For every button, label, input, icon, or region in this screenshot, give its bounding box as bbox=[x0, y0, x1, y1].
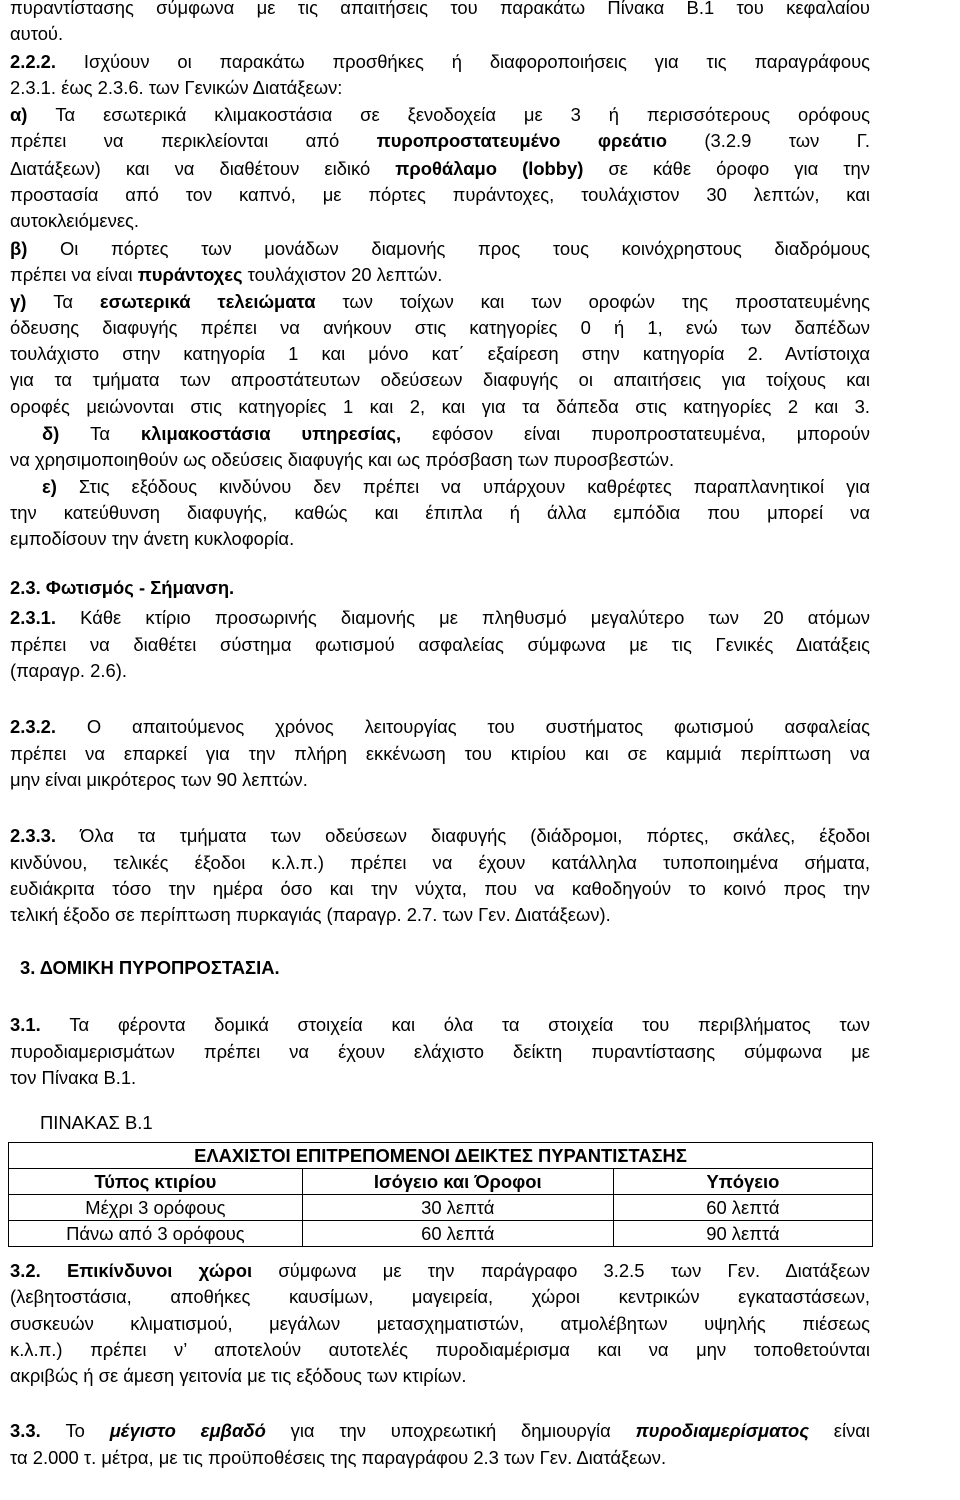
text-line bbox=[10, 605, 870, 631]
text-segment: τουλάχιστο στην κατηγορία 1 και μόνο κατ΄ εξαίρεση στην κατηγορία 2. Αντίστοιχα bbox=[10, 343, 870, 364]
text-segment: σε κάθε όροφο για την bbox=[583, 158, 870, 179]
text-segment: την κατεύθυνση διαφυγής, καθώς και έπιπλα ή άλλα εμπόδια που μπορεί να bbox=[10, 502, 870, 523]
text-line bbox=[10, 262, 870, 288]
table-cell: 30 λεπτά bbox=[302, 1195, 613, 1221]
text-segment: για την υποχρεωτική δημιουργία bbox=[265, 1420, 636, 1441]
text-line bbox=[10, 632, 870, 658]
text-segment: 2.3.1. bbox=[10, 607, 81, 628]
text-segment: ακριβώς ή σε άμεση γειτονία με τις εξόδους των κτιρίων. bbox=[10, 1365, 467, 1386]
table-header: Ισόγειο και Όροφοι bbox=[302, 1169, 613, 1195]
text-segment: 3.3. bbox=[10, 1420, 66, 1441]
text-segment: Επικίνδυνοι χώροι bbox=[66, 1260, 253, 1281]
text-line bbox=[10, 823, 870, 849]
text-line bbox=[10, 447, 870, 473]
text-line bbox=[10, 21, 870, 47]
text-segment: όδευσης διαφυγής πρέπει να ανήκουν στις κατηγορίες 0 ή 1, ενώ των δαπέδων bbox=[10, 317, 870, 338]
text-segment: α) bbox=[10, 104, 56, 125]
text-segment: σύμφωνα με την παράγραφο 3.2.5 των Γεν. Διατάξεων bbox=[252, 1260, 870, 1281]
text-line bbox=[10, 876, 870, 902]
text-segment: μέγιστο εμβαδό bbox=[109, 1420, 266, 1441]
table-header: Τύπος κτιρίου bbox=[9, 1169, 303, 1195]
text-segment: ευδιάκριτα τόσο την ημέρα όσο και την νύχτα, που να καθοδηγούν το κοινό προς την bbox=[10, 878, 870, 899]
text-line bbox=[10, 526, 870, 552]
text-segment: Τα bbox=[53, 291, 100, 312]
text-line bbox=[10, 0, 870, 21]
text-segment: Διατάξεων) και να διαθέτουν ειδικό bbox=[10, 158, 396, 179]
text-segment: των τοίχων και των οροφών της προστατευμένης bbox=[315, 291, 870, 312]
text-segment: 3. ΔΟΜΙΚΗ ΠΥΡΟΠΡΟΣΤΑΣΙΑ. bbox=[20, 957, 280, 978]
text-segment: πυραντίστασης σύμφωνα με τις απαιτήσεις του παρακάτω Πίνακα Β.1 του κεφαλαίου bbox=[10, 0, 870, 18]
text-line bbox=[10, 236, 870, 262]
text-line bbox=[10, 75, 870, 101]
text-segment: εφόσον είναι πυροπροστατευμένα, μπορούν bbox=[401, 423, 870, 444]
text-segment: προστασία από τον καπνό, με πόρτες πυράντοχες, τουλάχιστον 30 λεπτών, και bbox=[10, 184, 870, 205]
text-segment: Το bbox=[65, 1420, 110, 1441]
fire-resistance-table bbox=[8, 1142, 873, 1247]
text-segment: πρέπει να επαρκεί για την πλήρη εκκένωση του κτιρίου και σε καμμιά περίπτωση να bbox=[10, 743, 870, 764]
text-line bbox=[10, 714, 870, 740]
text-segment: οροφές μειώνονται στις κατηγορίες 1 και 2, και για τα δάπεδα στις κατηγορίες 2 και 3. bbox=[10, 396, 870, 417]
table-cell: 60 λεπτά bbox=[302, 1221, 613, 1247]
text-segment: κινδύνου, τελικές έξοδοι κ.λ.π.) πρέπει να έχουν κατάλληλα τυποποιημένα σήματα, bbox=[10, 852, 870, 873]
text-segment: πυροδιαμερισμάτων πρέπει να έχουν ελάχιστο δείκτη πυραντίστασης σύμφωνα με bbox=[10, 1041, 870, 1062]
text-line bbox=[42, 474, 870, 500]
table-row bbox=[9, 1195, 873, 1221]
text-segment: 2.3.3. bbox=[10, 825, 81, 846]
text-segment: Ισχύουν οι παρακάτω προσθήκες ή διαφοροποιήσεις για τις παραγράφους bbox=[83, 51, 870, 72]
text-line bbox=[10, 1445, 870, 1471]
text-segment: Τα φέροντα δομικά στοιχεία και όλα τα στοιχεία του περιβλήματος των bbox=[69, 1014, 870, 1035]
text-line bbox=[10, 1311, 870, 1337]
text-segment: εμποδίσουν την άνετη κυκλοφορία. bbox=[10, 528, 295, 549]
text-line bbox=[10, 1039, 870, 1065]
text-segment: γ) bbox=[10, 291, 54, 312]
text-line bbox=[10, 1363, 870, 1389]
text-line bbox=[10, 156, 870, 182]
text-segment: Τα εσωτερικά κλιμακοστάσια σε ξενοδοχεία με 3 ή περισσότερους ορόφους bbox=[55, 104, 870, 125]
text-segment: (παραγρ. 2.6). bbox=[10, 660, 127, 681]
text-line bbox=[10, 1258, 870, 1284]
text-line bbox=[10, 394, 870, 420]
table-cell: 90 λεπτά bbox=[613, 1221, 872, 1247]
text-line bbox=[10, 128, 870, 154]
text-segment: κ.λ.π.) πρέπει ν’ αποτελούν αυτοτελές πυροδιαμέρισμα και να μην τοποθετούνται bbox=[10, 1339, 870, 1360]
text-line bbox=[10, 102, 870, 128]
text-segment: εσωτερικά τελειώματα bbox=[99, 291, 316, 312]
text-segment: 3.1. bbox=[10, 1014, 70, 1035]
text-segment: για τα τμήματα των απροστάτευτων οδεύσεων διαφυγής οι απαιτήσεις για τοίχους και bbox=[10, 369, 870, 390]
text-segment: να χρησιμοποιηθούν ως οδεύσεις διαφυγής και ως πρόσβαση των πυροσβεστών. bbox=[10, 449, 675, 470]
text-segment: Τα bbox=[90, 423, 141, 444]
text-line bbox=[10, 500, 870, 526]
text-segment: αυτού. bbox=[10, 23, 64, 44]
text-segment: (λεβητοστάσια, αποθήκες καυσίμων, μαγειρεία, χώροι κεντρικών εγκαταστάσεων, bbox=[10, 1286, 870, 1307]
text-segment: πρέπει να περικλείονται από bbox=[10, 130, 377, 151]
text-line bbox=[10, 1284, 870, 1310]
text-segment: πρέπει να διαθέτει σύστημα φωτισμού ασφαλείας σύμφωνα με τις Γενικές Διατάξεις bbox=[10, 634, 870, 655]
text-line bbox=[10, 49, 870, 75]
text-segment: τουλάχιστον 20 λεπτών. bbox=[242, 264, 443, 285]
text-segment: τον Πίνακα Β.1. bbox=[10, 1067, 137, 1088]
text-segment: πρέπει να είναι bbox=[10, 264, 138, 285]
section-heading bbox=[10, 575, 870, 601]
text-segment: τελική έξοδο σε περίπτωση πυρκαγιάς (παραγρ. 2.7. των Γεν. Διατάξεων). bbox=[10, 904, 611, 925]
text-segment: προθάλαμο (lobby) bbox=[395, 158, 584, 179]
text-segment: κλιμακοστάσια υπηρεσίας, bbox=[140, 423, 402, 444]
table-header: Υπόγειο bbox=[613, 1169, 872, 1195]
text-segment: (3.2.9 των Γ. bbox=[666, 130, 870, 151]
text-line bbox=[10, 1065, 870, 1091]
section-heading bbox=[20, 955, 880, 981]
text-line bbox=[10, 1337, 870, 1363]
text-line bbox=[10, 182, 870, 208]
text-segment: 2.3.2. bbox=[10, 716, 87, 737]
text-segment: Κάθε κτίριο προσωρινής διαμονής με πληθυσμό μεγαλύτερο των 20 ατόμων bbox=[80, 607, 871, 628]
text-segment: ε) bbox=[42, 476, 79, 497]
text-segment: τα 2.000 τ. μέτρα, με τις προϋποθέσεις της παραγράφου 2.3 των Γεν. Διατάξεων. bbox=[10, 1447, 667, 1468]
text-line bbox=[10, 658, 870, 684]
text-line bbox=[10, 1012, 870, 1038]
text-line bbox=[10, 902, 870, 928]
text-segment: 2.2.2. bbox=[10, 51, 84, 72]
text-segment: είναι bbox=[809, 1420, 870, 1441]
text-line bbox=[10, 741, 870, 767]
text-segment: αυτοκλειόμενες. bbox=[10, 210, 139, 231]
text-line bbox=[10, 315, 870, 341]
text-line bbox=[10, 289, 870, 315]
table-title: ΕΛΑΧΙΣΤΟΙ ΕΠΙΤΡΕΠΟΜΕΝΟΙ ΔΕΙΚΤΕΣ ΠΥΡΑΝΤΙΣΤΑΣΗΣ bbox=[9, 1143, 873, 1169]
text-line bbox=[10, 208, 870, 234]
text-segment: Ο απαιτούμενος χρόνος λειτουργίας του συστήματος φωτισμού ασφαλείας bbox=[86, 716, 871, 737]
text-segment: μην είναι μικρότερος των 90 λεπτών. bbox=[10, 769, 308, 790]
text-line bbox=[10, 367, 870, 393]
text-segment: Οι πόρτες των μονάδων διαμονής προς τους κοινόχρηστους διαδρόμους bbox=[59, 238, 870, 259]
text-line bbox=[10, 1418, 870, 1444]
text-line bbox=[10, 850, 870, 876]
table-caption: ΠΙΝΑΚΑΣ Β.1 bbox=[40, 1112, 153, 1133]
text-segment: 2.3.1. έως 2.3.6. των Γενικών Διατάξεων: bbox=[10, 77, 343, 98]
text-segment: πυράντοχες bbox=[137, 264, 243, 285]
text-segment: Όλα τα τμήματα των οδεύσεων διαφυγής (διάδρομοι, πόρτες, σκάλες, έξοδοι bbox=[80, 825, 871, 846]
text-segment: Στις εξόδους κινδύνου δεν πρέπει να υπάρχουν καθρέφτες παραπλανητικοί για bbox=[78, 476, 870, 497]
table-row bbox=[9, 1221, 873, 1247]
text-line bbox=[42, 421, 870, 447]
table-cell: 60 λεπτά bbox=[613, 1195, 872, 1221]
text-segment: συσκευών κλιματισμού, μεγάλων μετασχηματιστών, ατμολέβητων υψηλής πιέσεως bbox=[10, 1313, 870, 1334]
table-cell: Πάνω από 3 ορόφους bbox=[9, 1221, 303, 1247]
text-line bbox=[10, 341, 870, 367]
text-line bbox=[10, 767, 870, 793]
text-segment: πυροπροστατευμένο φρεάτιο bbox=[376, 130, 667, 151]
text-segment: 3.2. bbox=[10, 1260, 67, 1281]
table-cell: Μέχρι 3 ορόφους bbox=[9, 1195, 303, 1221]
text-segment: β) bbox=[10, 238, 60, 259]
text-segment: 2.3. Φωτισμός - Σήμανση. bbox=[10, 577, 235, 598]
text-segment: δ) bbox=[42, 423, 91, 444]
text-segment: πυροδιαμερίσματος bbox=[635, 1420, 810, 1441]
